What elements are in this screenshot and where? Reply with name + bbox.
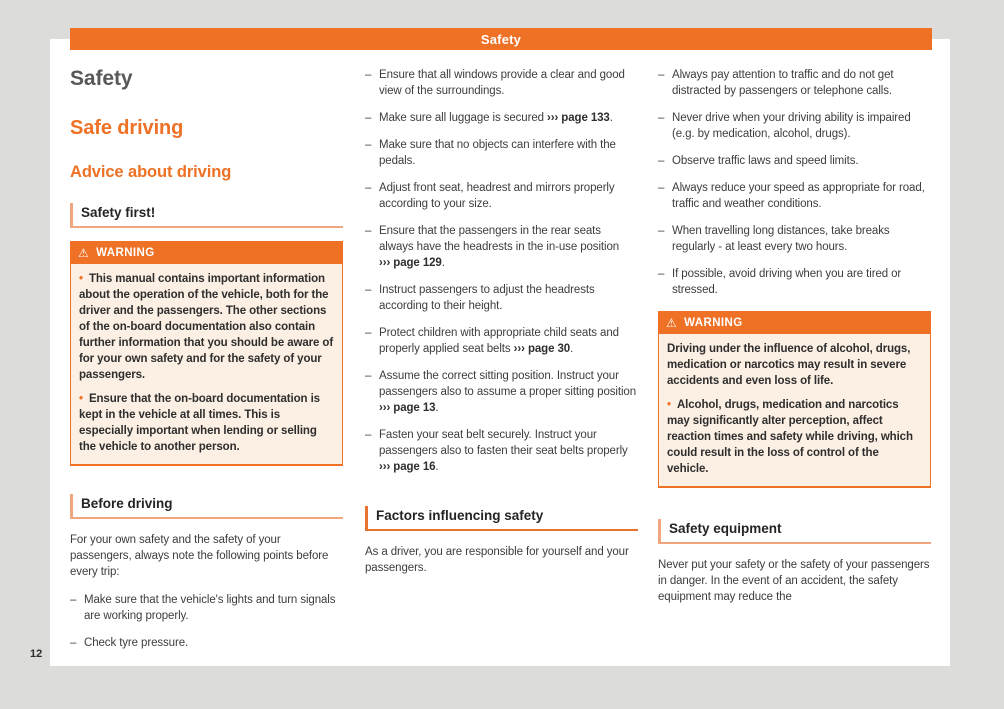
warning-body <box>70 264 343 466</box>
dash-marker: – <box>365 429 372 441</box>
list-item <box>658 223 931 255</box>
list-item-text: Make sure all luggage is secured ››› page 133. <box>379 112 613 124</box>
chapter-title: Safety <box>70 67 133 90</box>
warning-label: WARNING <box>684 316 743 329</box>
list-item <box>70 592 343 624</box>
section-title: Safe driving <box>70 117 184 139</box>
heading-safety-first-label: Safety first! <box>81 205 156 220</box>
list-item-text: Ensure that the passengers in the rear seats always have the headrests in the in-use position ››› page 129. <box>379 225 620 269</box>
dash-marker: – <box>365 182 372 194</box>
dash-marker: – <box>658 182 665 194</box>
warning-header <box>70 241 343 264</box>
list-item-text: Instruct passengers to adjust the headrests according to their height. <box>379 284 595 312</box>
list-item <box>365 282 638 314</box>
warning-text: Alcohol, drugs, medication and narcotics may significantly alter perception, affect reaction times and safety while driving, which could result in the loss of control of the vehicle. <box>667 399 913 475</box>
dash-marker: – <box>658 155 665 167</box>
header-title: Safety <box>480 31 522 47</box>
dash-marker: – <box>70 594 77 606</box>
list-item <box>365 137 638 169</box>
warning-lead: Driving under the influence of alcohol, drugs, medication or narcotics may result in severe accidents and even loss of life. <box>667 343 911 387</box>
heading-before-driving-label: Before driving <box>81 496 173 511</box>
dash-marker: – <box>365 139 372 151</box>
list-item-text: Make sure that no objects can interfere with the pedals. <box>379 139 616 167</box>
safety-equipment-intro: Never put your safety or the safety of your passengers in danger. In the event of an accident, the safety equipment may reduce the <box>658 559 930 603</box>
list-item <box>365 67 638 99</box>
list-item <box>658 266 931 298</box>
list-item <box>365 223 638 271</box>
heading-factors <box>365 506 638 531</box>
page-reference: ››› page 13 <box>379 402 436 414</box>
list-item <box>365 180 638 212</box>
warning-triangle-icon: ⚠ <box>666 315 678 330</box>
list-item-text: Never drive when your driving ability is impaired (e.g. by medication, alcohol, drugs). <box>672 112 911 140</box>
bullet-icon: • <box>667 399 671 411</box>
dash-marker: – <box>365 225 372 237</box>
warning-triangle-icon: ⚠ <box>78 245 90 260</box>
manual-page <box>50 31 950 666</box>
warning-bullet <box>667 397 922 477</box>
list-item <box>658 67 931 99</box>
list-item-text: When travelling long distances, take breaks regularly - at least every two hours. <box>672 225 890 253</box>
dash-marker: – <box>365 327 372 339</box>
list-item-text: Assume the correct sitting position. Instruct your passengers also to assume a proper sitting position ››› page 13. <box>379 370 636 414</box>
list-item <box>365 368 638 416</box>
list-item <box>365 325 638 357</box>
list-item <box>365 427 638 475</box>
list-item-text: Make sure that the vehicle's lights and turn signals are working properly. <box>84 594 336 622</box>
page-reference: ››› page 16 <box>379 461 436 473</box>
list-item-text: Always pay attention to traffic and do not get distracted by passengers or telephone calls. <box>672 69 894 97</box>
list-item-text: Ensure that all windows provide a clear and good view of the surroundings. <box>379 69 625 97</box>
dash-marker: – <box>658 268 665 280</box>
checklist <box>365 67 638 475</box>
column-right <box>658 39 931 605</box>
dash-marker: – <box>658 225 665 237</box>
list-item <box>658 180 931 212</box>
dash-marker: – <box>658 112 665 124</box>
dash-marker: – <box>658 69 665 81</box>
warning-bullet <box>79 271 334 383</box>
list-item-text: Adjust front seat, headrest and mirrors properly according to your size. <box>379 182 615 210</box>
factors-intro: As a driver, you are responsible for yourself and your passengers. <box>365 546 629 574</box>
list-item-text: Protect children with appropriate child seats and properly applied seat belts ››› page 30. <box>379 327 619 355</box>
driving-rules-list <box>658 67 931 298</box>
bullet-icon: • <box>79 273 83 285</box>
before-driving-list <box>70 592 343 651</box>
subsection-title: Advice about driving <box>70 163 232 181</box>
page-reference: ››› page 30 <box>513 343 571 355</box>
list-item-text: Fasten your seat belt securely. Instruct your passengers also to fasten their seat belts properly ››› page 16. <box>379 429 628 473</box>
before-driving-intro: For your own safety and the safety of your passengers, always note the following points before every trip: <box>70 534 329 578</box>
page-reference: ››› page 129 <box>379 257 442 269</box>
list-item <box>658 110 931 142</box>
warning-label: WARNING <box>96 246 155 259</box>
heading-safety-equipment <box>658 519 931 544</box>
warning-box-documentation <box>70 241 343 466</box>
bullet-icon: • <box>79 393 83 405</box>
list-item <box>658 153 931 169</box>
list-item-text: Always reduce your speed as appropriate for road, traffic and weather conditions. <box>672 182 925 210</box>
warning-bullet <box>79 391 334 455</box>
list-item <box>365 110 638 126</box>
list-item-text: Check tyre pressure. <box>84 637 189 649</box>
warning-body <box>658 334 931 488</box>
column-left <box>70 39 343 651</box>
dash-marker: – <box>70 637 77 649</box>
heading-safety-first <box>70 203 343 228</box>
page-number: 12 <box>30 648 43 660</box>
warning-text: Ensure that the on-board documentation is kept in the vehicle at all times. This is especially important when lending or selling the vehicle to another person. <box>79 393 320 453</box>
heading-safety-equipment-label: Safety equipment <box>669 521 782 536</box>
dash-marker: – <box>365 370 372 382</box>
warning-text: This manual contains important information about the operation of the vehicle, both for the driver and the passengers. The other sections of the on-board documentation also contain further information that you should be aware of for your own safety and for the safety of your passengers. <box>79 273 334 381</box>
warning-box-alcohol <box>658 311 931 488</box>
heading-factors-label: Factors influencing safety <box>376 508 544 523</box>
warning-header <box>658 311 931 334</box>
dash-marker: – <box>365 284 372 296</box>
dash-marker: – <box>365 69 372 81</box>
list-item <box>70 635 343 651</box>
heading-before-driving <box>70 494 343 519</box>
page-reference: ››› page 133 <box>547 112 610 124</box>
column-middle <box>365 39 638 576</box>
list-item-text: If possible, avoid driving when you are tired or stressed. <box>672 268 902 296</box>
dash-marker: – <box>365 112 372 124</box>
list-item-text: Observe traffic laws and speed limits. <box>672 155 859 167</box>
